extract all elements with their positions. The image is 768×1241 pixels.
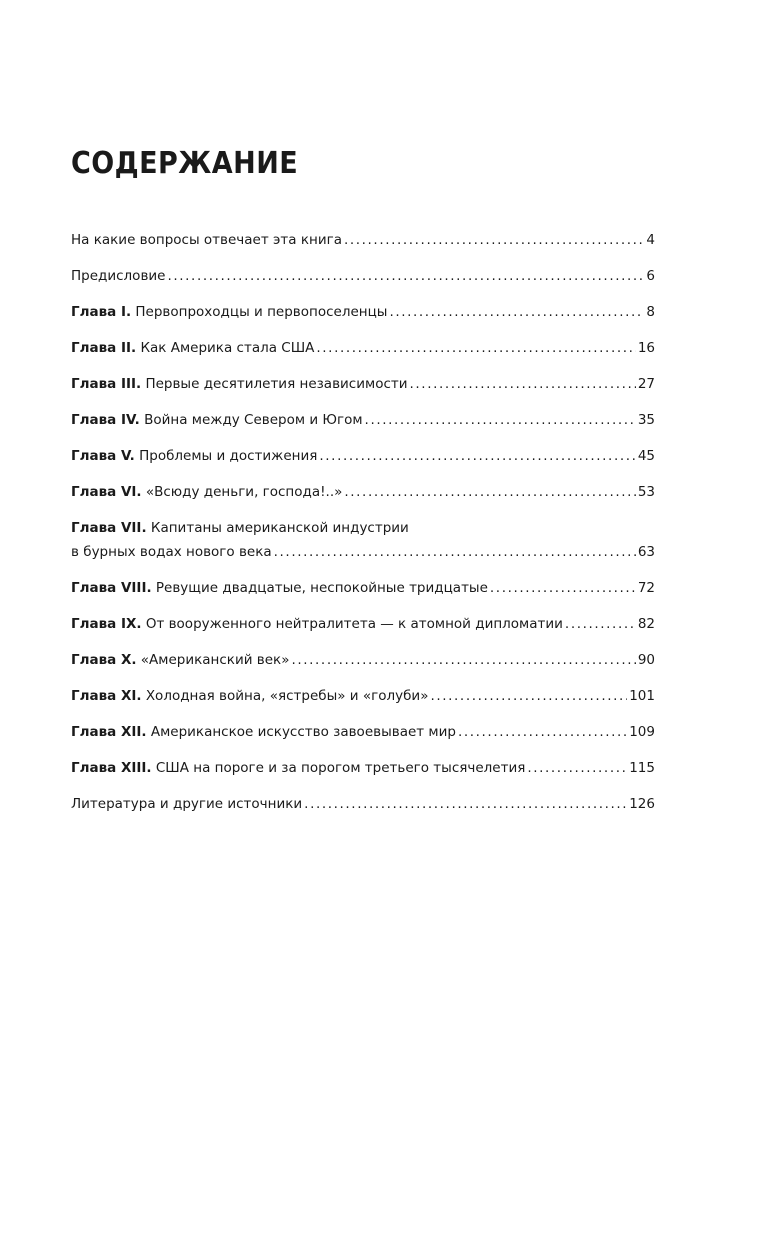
toc-page-number: 90 (637, 652, 655, 668)
chapter-number: Глава I. (71, 304, 132, 320)
toc-page-number: 63 (637, 544, 655, 560)
toc-page-number: 16 (637, 340, 655, 356)
toc-entry[interactable] (71, 516, 655, 564)
dot-leader (527, 756, 627, 780)
toc-entry-title: Проблемы и достижения (139, 448, 318, 464)
toc-page-number: 101 (629, 688, 655, 704)
toc-entry[interactable] (71, 648, 655, 672)
toc-page-number: 53 (637, 484, 655, 500)
dot-leader (458, 720, 627, 744)
toc-entry[interactable] (71, 228, 655, 252)
toc-page-number: 27 (637, 376, 655, 392)
dot-leader (430, 684, 627, 708)
toc-entry[interactable] (71, 300, 655, 324)
toc-page-number: 115 (629, 760, 655, 776)
toc-entry[interactable] (71, 408, 655, 432)
dot-leader (304, 792, 627, 816)
toc-entry-title: США на пороге и за порогом третьего тысячелетия (155, 760, 526, 776)
toc-page-number: 45 (637, 448, 655, 464)
chapter-number: Глава VI. (71, 484, 142, 500)
toc-page-number: 35 (637, 412, 655, 428)
dot-leader (344, 228, 644, 252)
toc-entry[interactable] (71, 336, 655, 360)
toc-entry-title: Как Америка стала США (140, 340, 315, 356)
toc-entry-title: «Американский век» (140, 652, 290, 668)
toc-entry-title: Первопроходцы и первопоселенцы (135, 304, 388, 320)
toc-entry[interactable] (71, 756, 655, 780)
toc-entry-title-line1: Капитаны американской индустрии (150, 520, 409, 536)
dot-leader (344, 480, 635, 504)
toc-entry-title: Война между Севером и Югом (144, 412, 363, 428)
toc-entry[interactable] (71, 792, 655, 816)
toc-entry[interactable] (71, 684, 655, 708)
page-title: СОДЕРЖАНИЕ (71, 146, 299, 181)
toc-page-number: 4 (646, 232, 655, 248)
toc-entry-title: Предисловие (71, 268, 166, 284)
dot-leader (167, 264, 644, 288)
toc-list (71, 228, 655, 828)
toc-page-number: 82 (637, 616, 655, 632)
toc-entry[interactable] (71, 720, 655, 744)
chapter-number: Глава XIII. (71, 760, 152, 776)
toc-entry-title: в бурных водах нового века (71, 544, 272, 560)
toc-entry-title: Литература и другие источники (71, 796, 303, 812)
dot-leader (291, 648, 635, 672)
toc-page-number: 8 (646, 304, 655, 320)
chapter-number: Глава II. (71, 340, 137, 356)
toc-page-number: 6 (646, 268, 655, 284)
chapter-number: Глава XII. (71, 724, 147, 740)
toc-entry-title: Ревущие двадцатые, неспокойные тридцатые (155, 580, 488, 596)
chapter-number: Глава III. (71, 376, 142, 392)
chapter-number: Глава V. (71, 448, 135, 464)
chapter-number: Глава IX. (71, 616, 142, 632)
dot-leader (319, 444, 635, 468)
dot-leader (316, 336, 635, 360)
chapter-number: Глава X. (71, 652, 137, 668)
toc-entry-title: «Всюду деньги, господа!..» (145, 484, 343, 500)
chapter-number: Глава XI. (71, 688, 142, 704)
dot-leader (365, 408, 636, 432)
chapter-number: Глава VIII. (71, 580, 152, 596)
toc-entry[interactable] (71, 612, 655, 636)
toc-page-number: 109 (629, 724, 655, 740)
toc-entry-title: От вооруженного нейтралитета — к атомной дипломатии (145, 616, 563, 632)
dot-leader (490, 576, 636, 600)
toc-entry[interactable] (71, 480, 655, 504)
dot-leader (410, 372, 636, 396)
toc-entry-title: На какие вопросы отвечает эта книга (71, 232, 342, 248)
toc-entry-title: Холодная война, «ястребы» и «голуби» (145, 688, 429, 704)
toc-entry[interactable] (71, 576, 655, 600)
toc-page-number: 72 (637, 580, 655, 596)
toc-entry[interactable] (71, 444, 655, 468)
toc-page-number: 126 (629, 796, 655, 812)
toc-entry[interactable] (71, 372, 655, 396)
toc-entry-title: Первые десятилетия независимости (145, 376, 408, 392)
dot-leader (274, 540, 636, 564)
chapter-number: Глава VII. (71, 520, 147, 536)
dot-leader (389, 300, 644, 324)
dot-leader (565, 612, 636, 636)
toc-entry[interactable] (71, 264, 655, 288)
chapter-number: Глава IV. (71, 412, 140, 428)
toc-entry-title: Американское искусство завоевывает мир (150, 724, 456, 740)
